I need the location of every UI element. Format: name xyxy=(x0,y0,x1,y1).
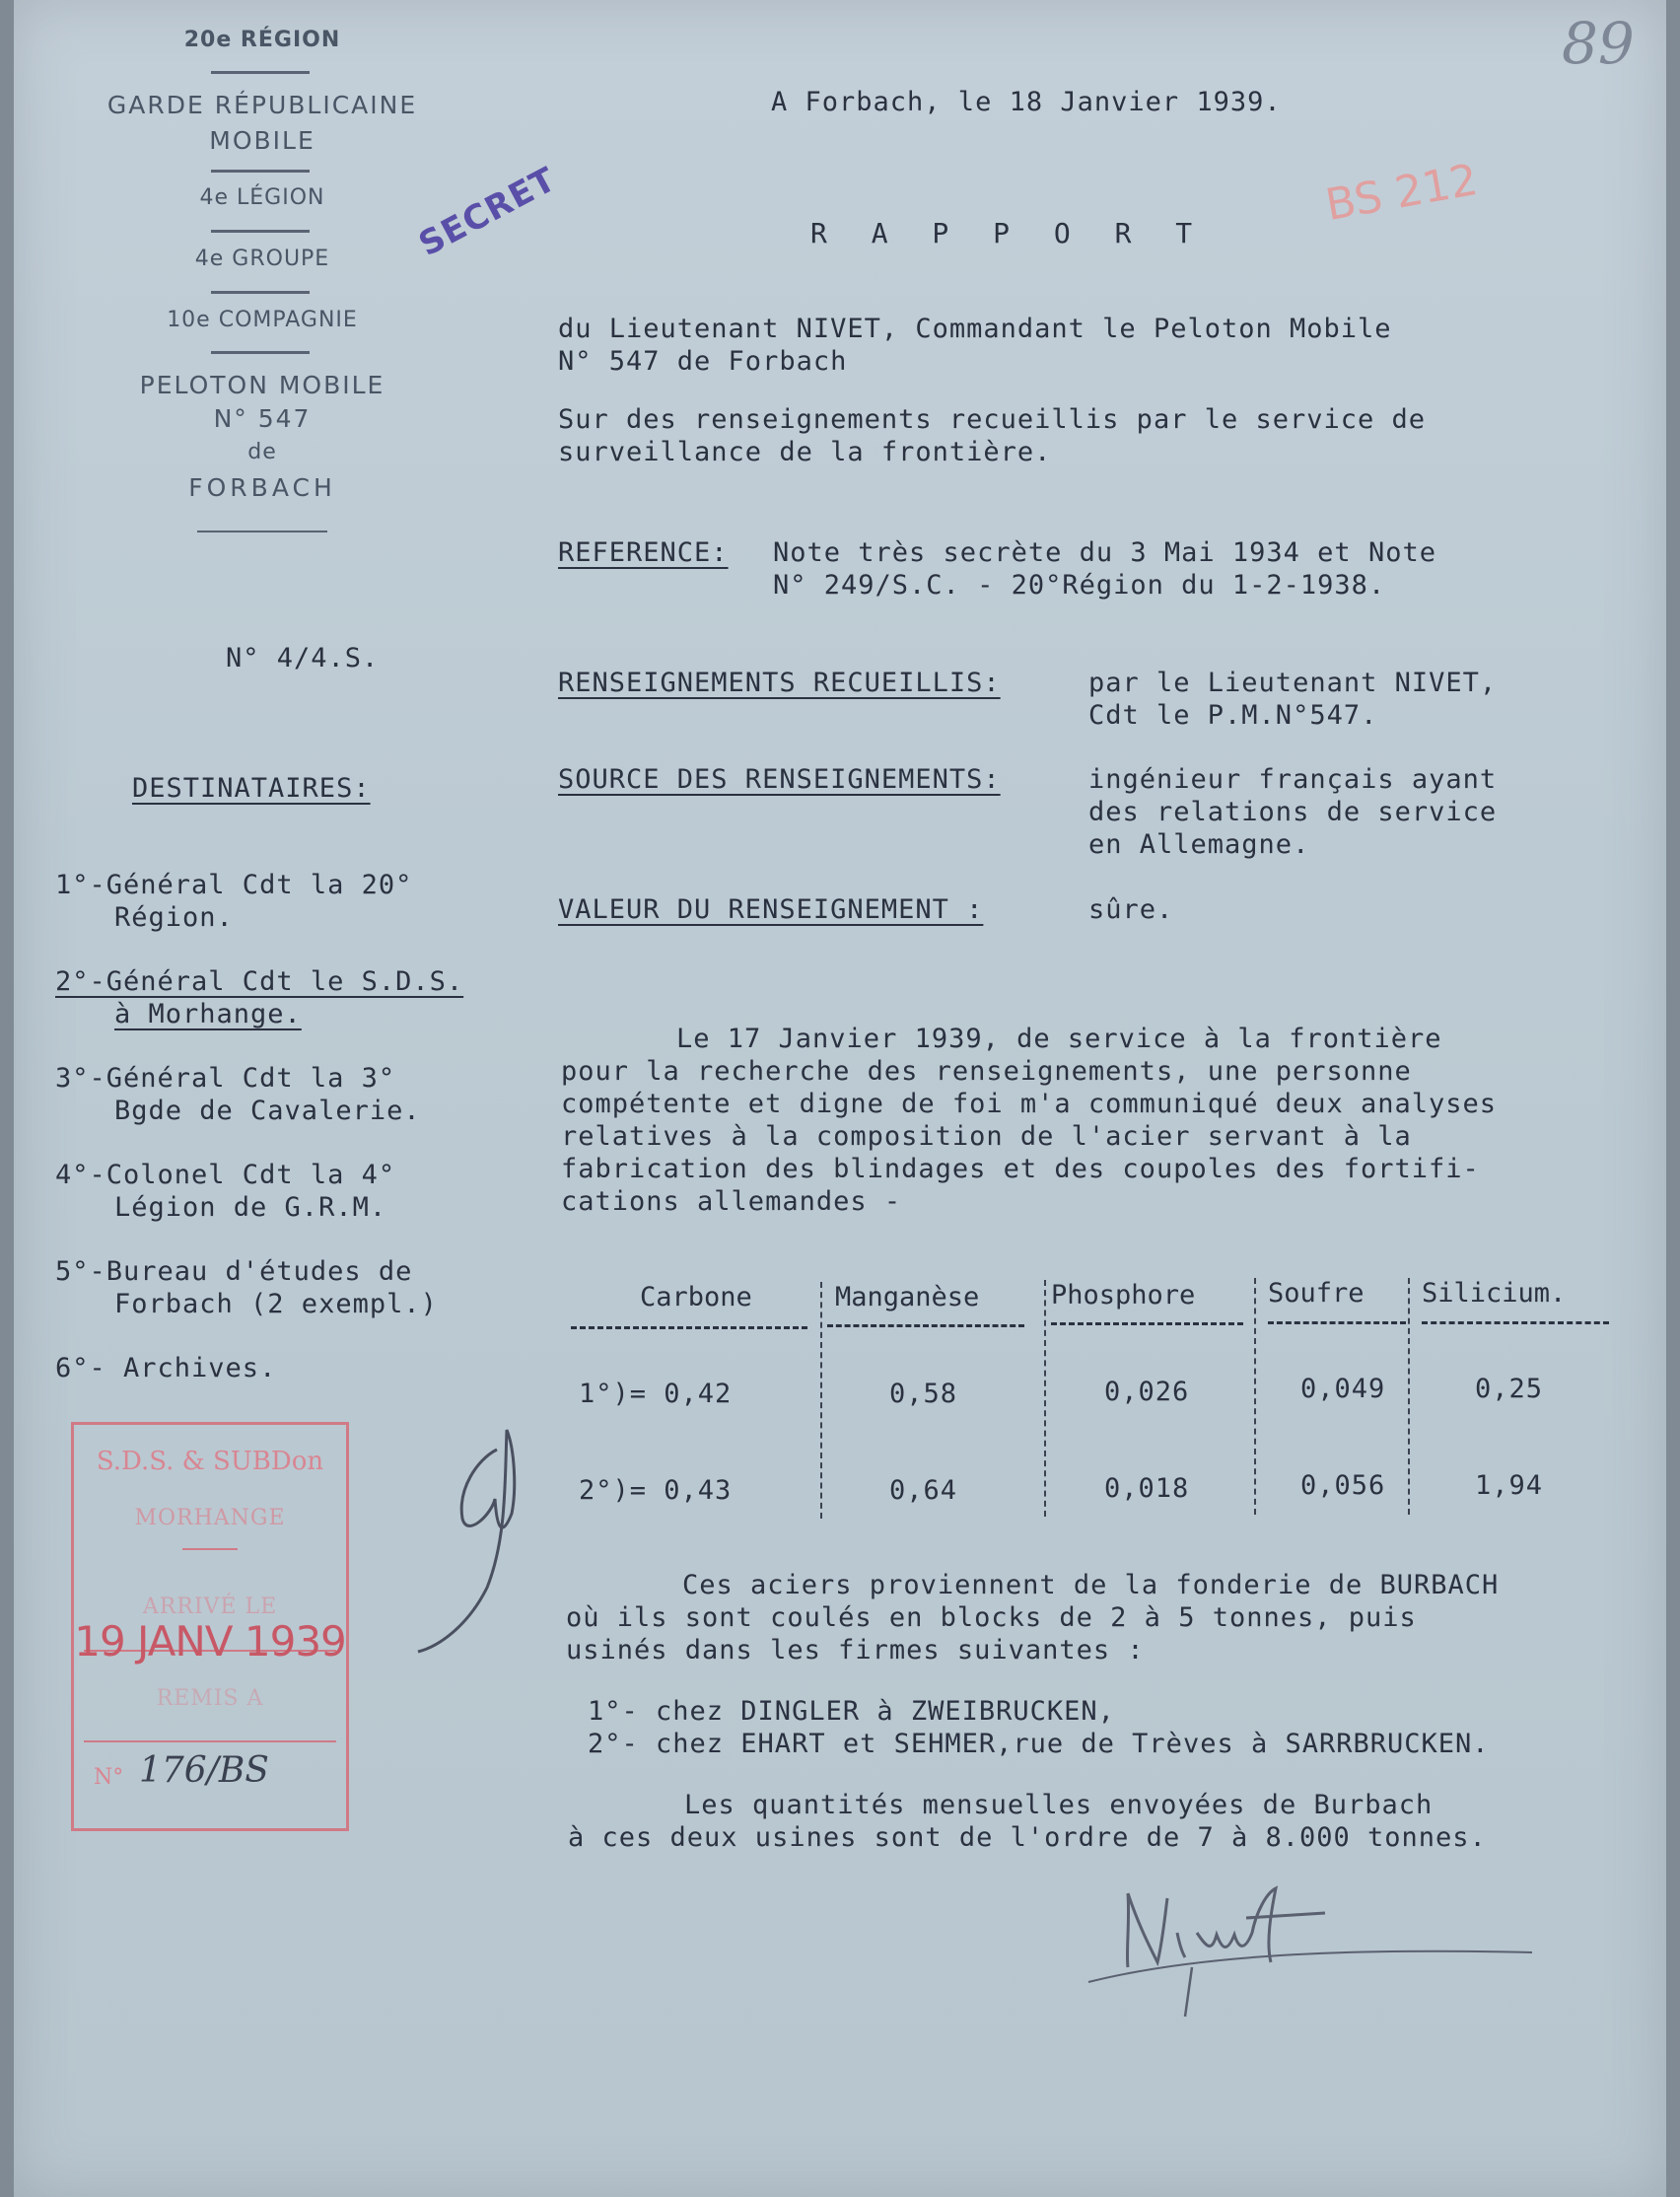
header-de: de xyxy=(247,440,277,464)
stamp-line-3: ARRIVÉ LE xyxy=(142,1595,278,1619)
initials-handwriting xyxy=(408,1420,546,1676)
valeur-value: sûre. xyxy=(1088,894,1174,925)
table-cell: 0,049 xyxy=(1300,1374,1386,1404)
document-number: N° 4/4.S. xyxy=(226,643,380,673)
stamp-date: 19 JANV 1939 xyxy=(74,1617,346,1665)
firm-2: 2°- chez EHART et SEHMER,rue de Trèves à SARRBRUCKEN. xyxy=(588,1729,1490,1759)
table-rule xyxy=(1422,1321,1609,1326)
divider xyxy=(211,71,310,74)
report-title: R A P P O R T xyxy=(810,217,1207,249)
body-line: fabrication des blindages et des coupoles des fortifi- xyxy=(561,1154,1480,1184)
document-page xyxy=(14,0,1666,2197)
subject-line-2: surveillance de la frontière. xyxy=(558,437,1052,467)
stamp-line-2: MORHANGE xyxy=(134,1506,286,1530)
table-row-1-label: 1°)= 0,42 xyxy=(579,1379,733,1409)
destinataire-1-cont: Région. xyxy=(114,902,234,933)
header-peloton-number: N° 547 xyxy=(213,404,312,433)
destinataire-2-cont: à Morhange. xyxy=(114,999,302,1029)
header-compagnie: 10e COMPAGNIE xyxy=(167,308,358,332)
signature-handwriting xyxy=(1069,1874,1542,2031)
header-unit-2: MOBILE xyxy=(209,126,315,155)
table-header-carbone: Carbone xyxy=(640,1282,752,1312)
body-line: compétente et digne de foi m'a communiqué deux analyses xyxy=(561,1089,1498,1119)
author-line-2: N° 547 de Forbach xyxy=(558,346,848,377)
body-line: pour la recherche des renseignements, une personne xyxy=(561,1056,1412,1087)
body-line: usinés dans les firmes suivantes : xyxy=(566,1635,1145,1665)
header-groupe: 4e GROUPE xyxy=(194,247,330,271)
stamp-rule xyxy=(84,1740,336,1742)
recueillis-line-2: Cdt le P.M.N°547. xyxy=(1088,700,1378,731)
reference-label: REFERENCE: xyxy=(558,537,729,568)
reference-line-1: Note très secrète du 3 Mai 1934 et Note xyxy=(773,537,1436,568)
table-cell: 0,056 xyxy=(1300,1470,1386,1501)
header-peloton: PELOTON MOBILE xyxy=(139,371,385,399)
page-number: 89 xyxy=(1562,10,1635,77)
source-line-1: ingénieur français ayant xyxy=(1088,764,1498,795)
recueillis-line-1: par le Lieutenant NIVET, xyxy=(1088,668,1498,698)
source-line-3: en Allemagne. xyxy=(1088,829,1310,860)
body-line: où ils sont coulés en blocks de 2 à 5 tonnes, puis xyxy=(566,1602,1417,1633)
author-line-1: du Lieutenant NIVET, Commandant le Peloton Mobile xyxy=(558,314,1392,344)
stamp-rule xyxy=(182,1548,238,1550)
body-line: cations allemandes - xyxy=(561,1186,902,1217)
table-header-manganese: Manganèse xyxy=(835,1282,980,1312)
destinataire-4-cont: Légion de G.R.M. xyxy=(114,1192,387,1223)
recueillis-label: RENSEIGNEMENTS RECUEILLIS: xyxy=(558,668,1001,698)
table-cell: 0,64 xyxy=(889,1475,958,1506)
divider xyxy=(211,351,310,354)
table-header-soufre: Soufre xyxy=(1268,1278,1365,1309)
valeur-label: VALEUR DU RENSEIGNEMENT : xyxy=(558,894,984,925)
table-column-divider xyxy=(1044,1280,1046,1517)
divider xyxy=(211,170,310,173)
body-line: Ces aciers proviennent de la fonderie de BURBACH xyxy=(682,1570,1500,1600)
table-row-2-label: 2°)= 0,43 xyxy=(579,1475,733,1506)
table-cell: 0,018 xyxy=(1104,1473,1190,1504)
table-rule xyxy=(571,1326,807,1331)
archive-code: BS 212 xyxy=(1321,154,1482,232)
table-cell: 1,94 xyxy=(1475,1470,1544,1501)
destinataire-3: 3°-Général Cdt la 3° xyxy=(55,1063,396,1094)
divider xyxy=(211,230,310,233)
divider xyxy=(211,291,310,294)
source-line-2: des relations de service xyxy=(1088,797,1498,827)
stamp-number-prefix: N° xyxy=(94,1765,124,1790)
received-stamp xyxy=(71,1422,349,1831)
table-column-divider xyxy=(1254,1278,1256,1515)
table-cell: 0,58 xyxy=(889,1379,958,1409)
destinataires-label: DESTINATAIRES: xyxy=(132,773,371,804)
secret-stamp: SECRET xyxy=(412,159,563,265)
table-rule xyxy=(1268,1321,1406,1326)
destinataire-2: 2°-Général Cdt le S.D.S. xyxy=(55,966,464,997)
header-city: FORBACH xyxy=(188,473,336,502)
stamp-line-4: REMIS A xyxy=(156,1686,264,1711)
destinataire-5: 5°-Bureau d'études de xyxy=(55,1256,413,1287)
table-header-silicium: Silicium. xyxy=(1422,1278,1567,1309)
table-column-divider xyxy=(1408,1278,1410,1515)
destinataire-6: 6°- Archives. xyxy=(55,1353,277,1383)
firm-1: 1°- chez DINGLER à ZWEIBRUCKEN, xyxy=(588,1696,1115,1727)
table-cell: 0,25 xyxy=(1475,1374,1544,1404)
stamp-number: 176/BS xyxy=(139,1750,269,1791)
header-legion: 4e LÉGION xyxy=(199,185,325,210)
table-column-divider xyxy=(820,1282,822,1519)
table-rule xyxy=(1051,1322,1243,1327)
destinataire-1: 1°-Général Cdt la 20° xyxy=(55,870,413,900)
body-line: Le 17 Janvier 1939, de service à la frontière xyxy=(676,1024,1442,1054)
body-line: Les quantités mensuelles envoyées de Burbach xyxy=(684,1790,1434,1820)
header-region: 20e RÉGION xyxy=(183,28,341,52)
source-label: SOURCE DES RENSEIGNEMENTS: xyxy=(558,764,1001,795)
header-unit: GARDE RÉPUBLICAINE xyxy=(106,91,418,119)
stamp-line-1: S.D.S. & SUBDon xyxy=(96,1447,324,1476)
table-rule xyxy=(827,1324,1024,1329)
reference-line-2: N° 249/S.C. - 20°Région du 1-2-1938. xyxy=(773,570,1386,601)
table-cell: 0,026 xyxy=(1104,1377,1190,1407)
body-line: à ces deux usines sont de l'ordre de 7 à 8.000 tonnes. xyxy=(568,1822,1487,1853)
destinataire-3-cont: Bgde de Cavalerie. xyxy=(114,1096,421,1126)
table-header-phosphore: Phosphore xyxy=(1051,1280,1196,1311)
destinataire-4: 4°-Colonel Cdt la 4° xyxy=(55,1160,396,1190)
place-date: A Forbach, le 18 Janvier 1939. xyxy=(771,87,1282,117)
subject-line-1: Sur des renseignements recueillis par le service de xyxy=(558,404,1427,435)
body-line: relatives à la composition de l'acier servant à la xyxy=(561,1121,1412,1152)
divider xyxy=(197,531,327,532)
destinataire-5-cont: Forbach (2 exempl.) xyxy=(114,1289,438,1319)
